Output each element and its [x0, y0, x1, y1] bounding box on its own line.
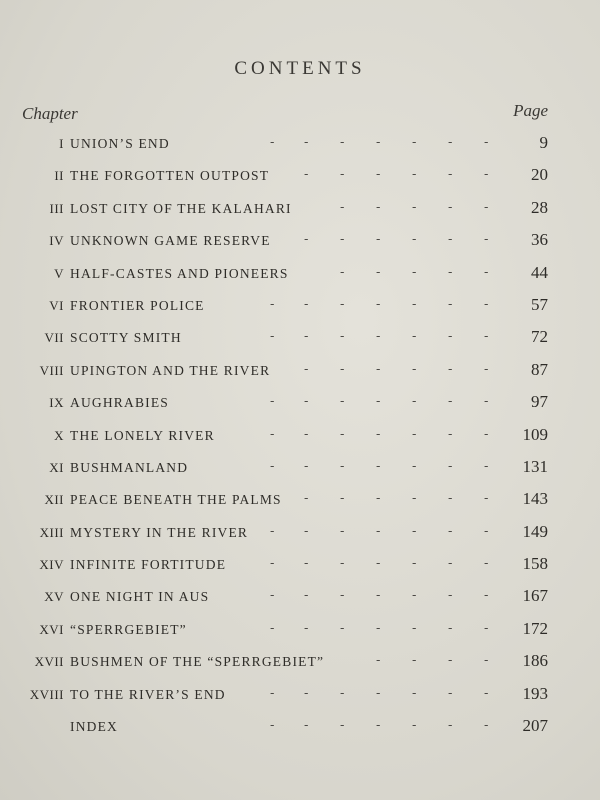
- leader-dash: -: [412, 232, 417, 248]
- leader-dash: -: [448, 394, 453, 410]
- leader-dash: -: [376, 296, 381, 312]
- leader-dash: -: [304, 620, 309, 636]
- toc-entry: [0, 648, 600, 680]
- leader-dash: -: [484, 620, 489, 636]
- chapter-column-header: Chapter: [22, 104, 78, 123]
- chapter-number: X: [54, 427, 64, 443]
- leader-dash: -: [340, 135, 345, 150]
- chapter-title: FRONTIER POLICE: [70, 297, 205, 313]
- chapter-number: VII: [44, 330, 64, 346]
- leader-dash: -: [270, 458, 275, 474]
- chapter-number: XVII: [34, 654, 64, 670]
- leader-dash: -: [304, 523, 309, 539]
- leader-dash: -: [304, 361, 309, 377]
- chapter-number: XVI: [39, 621, 64, 637]
- leader-dash: -: [484, 426, 489, 442]
- chapter-title: SCOTTY SMITH: [70, 330, 182, 346]
- leader-dash: -: [412, 588, 417, 604]
- leader-dash: -: [376, 523, 381, 539]
- leader-dash: -: [270, 620, 275, 636]
- leader-dash: -: [448, 653, 453, 669]
- leader-dash: -: [448, 556, 453, 572]
- leader-dash: -: [376, 620, 381, 636]
- leader-dash: -: [412, 167, 417, 183]
- toc-entry: [0, 519, 600, 551]
- leader-dash: -: [270, 556, 275, 572]
- chapter-title: UNKNOWN GAME RESERVE: [70, 233, 271, 249]
- leader-dash: -: [412, 653, 417, 669]
- leader-dash: -: [304, 588, 309, 604]
- page-number: 44: [531, 262, 548, 282]
- leader-dash: -: [376, 685, 381, 701]
- toc-entry: [0, 292, 600, 324]
- leader-dash: -: [412, 458, 417, 474]
- leader-dash: -: [376, 718, 381, 734]
- leader-dash: -: [376, 199, 381, 215]
- leader-dash: -: [340, 264, 345, 280]
- contents-heading: CONTENTS: [234, 58, 366, 79]
- page-number: 109: [522, 424, 548, 444]
- chapter-title: BUSHMANLAND: [70, 459, 189, 475]
- leader-dash: -: [484, 296, 489, 312]
- leader-dash: -: [484, 491, 489, 507]
- leader-dash: -: [340, 556, 345, 572]
- leader-dash: -: [484, 135, 489, 150]
- page-number: 20: [531, 165, 548, 185]
- page-number: 28: [531, 197, 548, 217]
- leader-dash: -: [376, 588, 381, 604]
- chapter-title: MYSTERY IN THE RIVER: [70, 524, 249, 540]
- leader-dash: -: [412, 556, 417, 572]
- leader-dash: -: [340, 426, 345, 442]
- leader-dash: -: [270, 685, 275, 701]
- toc-entry: [0, 454, 600, 486]
- leader-dash: -: [448, 264, 453, 280]
- chapter-title: UNION’S END: [70, 136, 170, 151]
- chapter-number: V: [54, 265, 64, 281]
- leader-dash: -: [412, 523, 417, 539]
- leader-dash: -: [412, 135, 417, 150]
- leader-dash: -: [376, 361, 381, 377]
- table-of-contents: [0, 130, 600, 745]
- leader-dash: -: [304, 135, 309, 150]
- leader-dash: -: [376, 458, 381, 474]
- leader-dash: -: [304, 491, 309, 507]
- toc-entry: [0, 713, 600, 745]
- leader-dash: -: [412, 361, 417, 377]
- chapter-number: XV: [44, 589, 64, 605]
- leader-dash: -: [412, 296, 417, 312]
- leader-dash: -: [448, 685, 453, 701]
- chapter-title: INFINITE FORTITUDE: [70, 557, 227, 573]
- page-number: 131: [522, 456, 548, 476]
- leader-dash: -: [376, 329, 381, 345]
- page-number: 193: [522, 683, 548, 703]
- chapter-number: XVIII: [29, 686, 64, 702]
- toc-entry: [0, 324, 600, 356]
- leader-dash: -: [484, 685, 489, 701]
- chapter-title: BUSHMEN OF THE “SPERRGEBIET”: [70, 654, 325, 670]
- leader-dash: -: [340, 232, 345, 248]
- leader-dash: -: [304, 458, 309, 474]
- chapter-title: ONE NIGHT IN AUS: [70, 589, 210, 605]
- leader-dash: -: [484, 653, 489, 669]
- toc-entry: [0, 227, 600, 259]
- chapter-title: THE LONELY RIVER: [70, 427, 215, 443]
- toc-entry: [0, 551, 600, 583]
- leader-dash: -: [412, 264, 417, 280]
- toc-entry: [0, 389, 600, 421]
- toc-entry: [0, 162, 600, 194]
- leader-dash: -: [270, 394, 275, 410]
- leader-dash: -: [412, 491, 417, 507]
- leader-dash: -: [304, 556, 309, 572]
- page-number: 143: [522, 489, 548, 509]
- page-number: 186: [522, 651, 548, 671]
- leader-dash: -: [376, 426, 381, 442]
- leader-dash: -: [484, 556, 489, 572]
- page-number: 158: [522, 554, 548, 574]
- toc-entry: [0, 260, 600, 292]
- chapter-number: XIV: [39, 557, 64, 573]
- toc-entry: [0, 130, 600, 162]
- leader-dash: -: [448, 361, 453, 377]
- page-number: 172: [522, 618, 548, 638]
- leader-dash: -: [340, 394, 345, 410]
- leader-dash: -: [484, 199, 489, 215]
- leader-dash: -: [448, 718, 453, 734]
- leader-dash: -: [484, 458, 489, 474]
- toc-entry: [0, 357, 600, 389]
- page-number: 9: [539, 133, 548, 152]
- leader-dash: -: [340, 718, 345, 734]
- leader-dash: -: [340, 685, 345, 701]
- leader-dash: -: [484, 523, 489, 539]
- leader-dash: -: [412, 199, 417, 215]
- leader-dash: -: [340, 199, 345, 215]
- leader-dash: -: [340, 491, 345, 507]
- chapter-number: IX: [49, 395, 64, 411]
- leader-dash: -: [340, 296, 345, 312]
- leader-dash: -: [412, 426, 417, 442]
- leader-dash: -: [340, 458, 345, 474]
- page-number: 57: [531, 294, 548, 314]
- chapter-title: INDEX: [70, 719, 118, 735]
- chapter-title: UPINGTON AND THE RIVER: [70, 362, 271, 378]
- page-number: 167: [522, 586, 548, 606]
- leader-dash: -: [304, 167, 309, 183]
- leader-dash: -: [448, 458, 453, 474]
- leader-dash: -: [484, 329, 489, 345]
- chapter-title: AUGHRABIES: [70, 395, 170, 411]
- leader-dash: -: [304, 329, 309, 345]
- chapter-number: XI: [49, 459, 64, 475]
- chapter-title: TO THE RIVER’S END: [70, 686, 226, 702]
- leader-dash: -: [340, 329, 345, 345]
- page-number: 149: [522, 521, 548, 541]
- chapter-number: VI: [49, 297, 64, 313]
- leader-dash: -: [340, 167, 345, 183]
- leader-dash: -: [304, 296, 309, 312]
- leader-dash: -: [448, 329, 453, 345]
- chapter-number: III: [49, 200, 64, 216]
- leader-dash: -: [448, 167, 453, 183]
- page-number: 97: [531, 392, 548, 412]
- leader-dash: -: [484, 232, 489, 248]
- leader-dash: -: [304, 232, 309, 248]
- leader-dash: -: [376, 135, 381, 150]
- leader-dash: -: [304, 426, 309, 442]
- leader-dash: -: [448, 620, 453, 636]
- leader-dash: -: [412, 329, 417, 345]
- toc-entry: [0, 422, 600, 454]
- leader-dash: -: [484, 167, 489, 183]
- leader-dash: -: [376, 167, 381, 183]
- leader-dash: -: [376, 491, 381, 507]
- leader-dash: -: [270, 329, 275, 345]
- leader-dash: -: [448, 491, 453, 507]
- leader-dash: -: [376, 556, 381, 572]
- leader-dash: -: [484, 361, 489, 377]
- leader-dash: -: [448, 232, 453, 248]
- leader-dash: -: [448, 296, 453, 312]
- leader-dash: -: [484, 394, 489, 410]
- chapter-number: II: [54, 168, 64, 184]
- toc-entry: [0, 195, 600, 227]
- chapter-number: XIII: [39, 524, 64, 540]
- leader-dash: -: [270, 588, 275, 604]
- leader-dash: -: [484, 718, 489, 734]
- chapter-number: IV: [49, 233, 64, 249]
- leader-dash: -: [484, 264, 489, 280]
- page-number: 87: [531, 359, 548, 379]
- leader-dash: -: [376, 232, 381, 248]
- chapter-title: THE FORGOTTEN OUTPOST: [70, 168, 270, 184]
- toc-entry: [0, 681, 600, 713]
- leader-dash: -: [270, 718, 275, 734]
- chapter-title: HALF-CASTES AND PIONEERS: [70, 265, 289, 281]
- leader-dash: -: [304, 685, 309, 701]
- leader-dash: -: [304, 394, 309, 410]
- leader-dash: -: [340, 620, 345, 636]
- leader-dash: -: [412, 394, 417, 410]
- leader-dash: -: [412, 685, 417, 701]
- page-column-header: Page: [513, 101, 548, 120]
- leader-dash: -: [376, 653, 381, 669]
- page-number: 36: [531, 230, 548, 250]
- page-number: 72: [531, 327, 548, 347]
- leader-dash: -: [376, 264, 381, 280]
- leader-dash: -: [340, 361, 345, 377]
- chapter-title: LOST CITY OF THE KALAHARI: [70, 200, 292, 216]
- leader-dash: -: [412, 718, 417, 734]
- chapter-number: VIII: [39, 362, 64, 378]
- leader-dash: -: [270, 426, 275, 442]
- toc-entry: [0, 616, 600, 648]
- leader-dash: -: [448, 135, 453, 150]
- chapter-title: “SPERRGEBIET”: [70, 621, 187, 637]
- leader-dash: -: [270, 523, 275, 539]
- leader-dash: -: [412, 620, 417, 636]
- leader-dash: -: [448, 426, 453, 442]
- leader-dash: -: [448, 523, 453, 539]
- leader-dash: -: [376, 394, 381, 410]
- toc-entry: [0, 583, 600, 615]
- leader-dash: -: [448, 199, 453, 215]
- leader-dash: -: [304, 718, 309, 734]
- chapter-title: PEACE BENEATH THE PALMS: [70, 492, 282, 508]
- leader-dash: -: [484, 588, 489, 604]
- leader-dash: -: [340, 523, 345, 539]
- leader-dash: -: [270, 135, 275, 150]
- leader-dash: -: [270, 296, 275, 312]
- page-number: 207: [522, 716, 548, 736]
- leader-dash: -: [448, 588, 453, 604]
- chapter-number: XII: [44, 492, 64, 508]
- chapter-number: I: [59, 136, 64, 151]
- toc-entry: [0, 486, 600, 518]
- leader-dash: -: [340, 588, 345, 604]
